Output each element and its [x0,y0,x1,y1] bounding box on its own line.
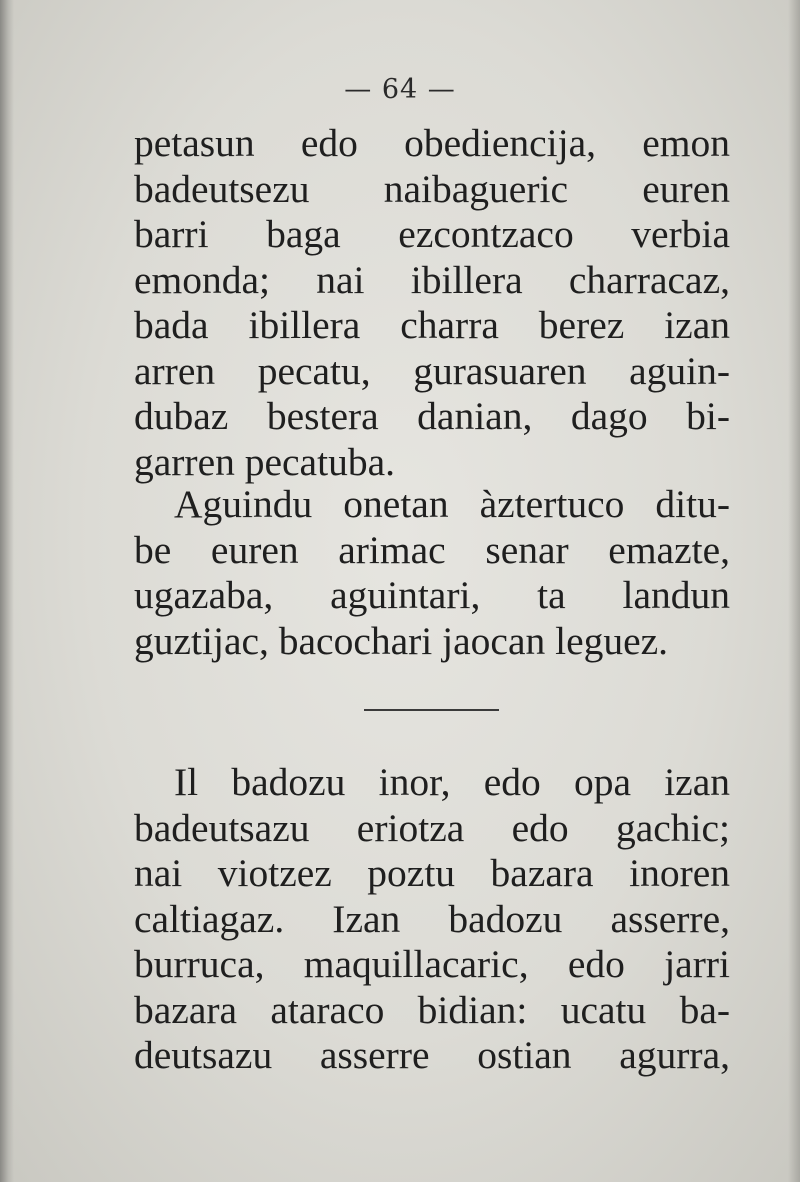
page-number: — 64 — [344,74,456,105]
text-line: ugazaba, aguintari, ta landun [134,573,730,617]
paragraph-1 [134,121,730,485]
text-line: badeutsezu naibagueric euren [134,166,730,211]
text-line: Il badozu inor, edo opa izan [174,760,730,804]
paragraph-3 [134,760,730,1079]
text-line: petasun edo obediencija, emon [134,121,730,165]
text-line: barri baga ezcontzaco verbia [134,212,730,256]
text-line: bazara ataraco bidian: ucatu ba- [134,987,730,1032]
text-line: nai viotzez poztu bazara inoren [134,851,730,895]
text-line: guztijac, bacochari jaocan leguez. [134,618,669,663]
text-line: caltiagaz. Izan badozu asserre, [134,896,730,941]
page-edge-left [0,0,14,1182]
page-edge-right [788,0,800,1182]
paragraph-2 [134,482,730,664]
text-line: arren pecatu, gurasuaren aguin- [134,348,730,393]
text-line: be euren arimac senar emazte, [134,527,730,572]
text-line: garren pecatuba. [134,439,395,484]
text-line: bada ibillera charra berez izan [134,303,730,347]
text-line: emonda; nai ibillera charracaz, [134,257,730,302]
text-line: Aguindu onetan àztertuco ditu- [174,482,730,526]
text-line: burruca, maquillacaric, edo jarri [134,942,730,986]
text-line: badeutsazu eriotza edo gachic; [134,805,730,850]
text-line: deutsazu asserre ostian agurra, [134,1033,730,1077]
section-divider [364,709,499,711]
text-line: dubaz bestera danian, dago bi- [134,394,730,438]
